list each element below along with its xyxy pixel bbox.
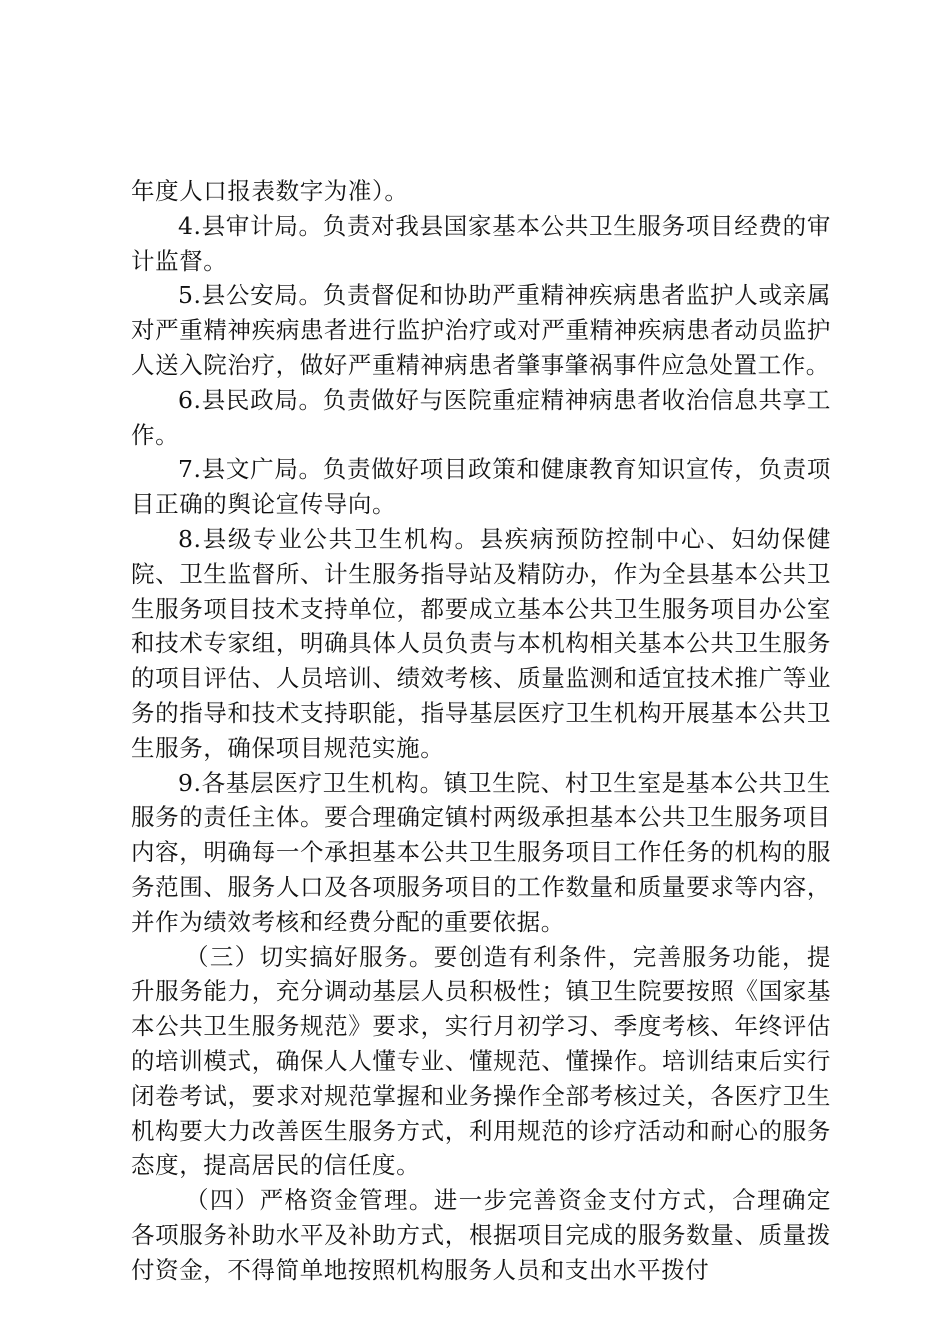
paragraph-item-9: 9.各基层医疗卫生机构。镇卫生院、村卫生室是基本公共卫生服务的责任主体。要合理确定镇村两级承担基本公共卫生服务项目内容，明确每一个承担基本公共卫生服务项目工作任务的机构的服务范围、服务人口及各项服务项目的工作数量和质量要求等内容，并作为绩效考核和经费分配的重要依据。 [131,768,831,936]
paragraph-item-5: 5.县公安局。负责督促和协助严重精神疾病患者监护人或亲属对严重精神疾病患者进行监护治疗或对严重精神疾病患者动员监护人送入院治疗，做好严重精神病患者肇事肇祸事件应急处置工作。 [131,281,831,379]
paragraph-section-4: （四）严格资金管理。进一步完善资金支付方式，合理确定各项服务补助水平及补助方式，根据项目完成的服务数量、质量拨付资金，不得简单地按照机构服务人员和支出水平拨付 [131,1186,831,1284]
paragraph-item-7: 7.县文广局。负责做好项目政策和健康教育知识宣传，负责项目正确的舆论宣传导向。 [131,455,831,519]
paragraph-continuation: 年度人口报表数字为准）。 [131,177,409,205]
paragraph-item-8: 8.县级专业公共卫生机构。县疾病预防控制中心、妇幼保健院、卫生监督所、计生服务指导站及精防办，作为全县基本公共卫生服务项目技术支持单位，都要成立基本公共卫生服务项目办公室和技术专家组，明确具体人员负责与本机构相关基本公共卫生服务的项目评估、人员培训、绩效考核、质量监测和适宜技术推广等业务的指导和技术支持职能，指导基层医疗卫生机构开展基本公共卫生服务，确保项目规范实施。 [131,524,831,762]
paragraph-section-3: （三）切实搞好服务。要创造有利条件，完善服务功能，提升服务能力，充分调动基层人员积极性；镇卫生院要按照《国家基本公共卫生服务规范》要求，实行月初学习、季度考核、年终评估的培训模式，确保人人懂专业、懂规范、懂操作。培训结束后实行闭卷考试，要求对规范掌握和业务操作全部考核过关，各医疗卫生机构要大力改善医生服务方式，利用规范的诊疗活动和耐心的服务态度，提高居民的信任度。 [131,942,831,1180]
paragraph-item-6: 6.县民政局。负责做好与医院重症精神病患者收治信息共享工作。 [131,385,831,449]
paragraph-item-4: 4.县审计局。负责对我县国家基本公共卫生服务项目经费的审计监督。 [131,211,831,275]
document-body [131,174,831,1288]
